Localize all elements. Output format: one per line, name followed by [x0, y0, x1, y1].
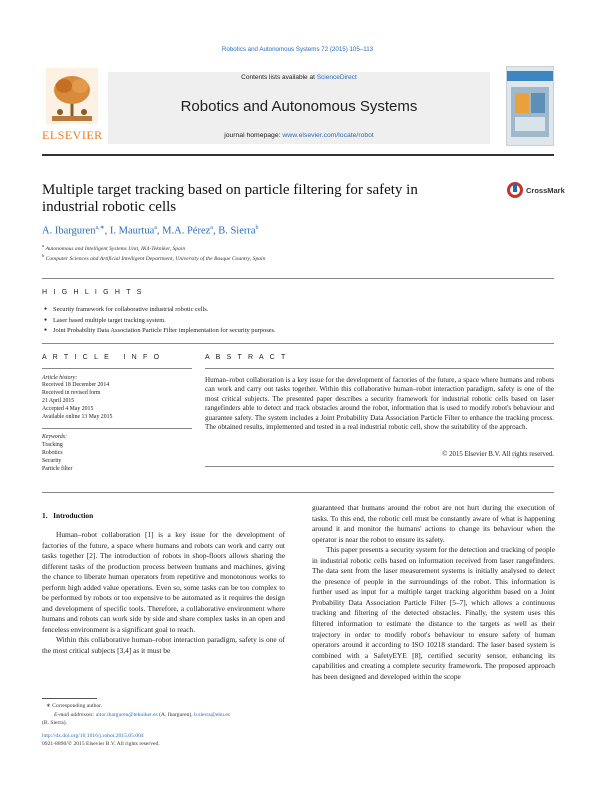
affiliation [42, 253, 265, 262]
journal-homepage-link[interactable]: www.elsevier.com/locate/robot [282, 132, 374, 139]
sciencedirect-link[interactable]: ScienceDirect [316, 74, 357, 81]
elsevier-tree-icon [42, 66, 102, 128]
email-link[interactable]: aitor.ibarguren@tekniker.es [95, 712, 158, 718]
history-line: Received in revised form [42, 390, 101, 396]
section-heading: 1. Introduction [42, 511, 94, 520]
author-name[interactable]: I. Maurtua [109, 225, 155, 237]
keyword: Robotics [42, 450, 63, 456]
divider [42, 343, 554, 344]
highlight-item: ● Laser based multiple target tracking system. [44, 316, 544, 327]
masthead-divider [42, 154, 554, 156]
article-title: Multiple target tracking based on particle filtering for safety in industrial robotic cells [42, 182, 418, 215]
article-history-label: Article history: [42, 375, 78, 381]
contents-prefix: Contents lists available at [241, 74, 315, 81]
divider [205, 368, 554, 369]
author-marks: b [255, 225, 259, 231]
highlights-list [44, 305, 544, 337]
affiliation-text: Autonomous and Intelligent Systems Unit, IK4-Tekniker, Spain [45, 245, 186, 252]
journal-homepage-line [108, 132, 490, 139]
journal-title: Robotics and Autonomous Systems [180, 98, 418, 115]
email-label: E-mail addresses: [54, 712, 95, 718]
email-link[interactable]: b.sierra@ehu.es [194, 712, 230, 718]
issn-line: 0921-8890/© 2015 Elsevier B.V. All rights reserved. [42, 741, 160, 747]
author-marks: a,∗ [95, 225, 105, 231]
masthead-banner [108, 72, 490, 144]
affiliation [42, 243, 185, 252]
copyright-notice: © 2015 Elsevier B.V. All rights reserved. [442, 451, 554, 458]
corresponding-author-note: ∗ Corresponding author. [46, 703, 103, 709]
body-column-left [42, 530, 285, 657]
affiliation-mark: a [42, 243, 45, 248]
crossmark-label: CrossMark [526, 186, 565, 195]
homepage-prefix: journal homepage: [224, 132, 281, 139]
article-info-heading: A R T I C L E I N F O [42, 354, 162, 361]
email-owner-line: (B. Sierra). [42, 720, 68, 726]
divider [42, 492, 554, 493]
author-name[interactable]: A. Ibarguren [42, 225, 96, 237]
divider [42, 278, 554, 279]
author-marks: a [154, 225, 157, 231]
history-line: Accepted 4 May 2015 [42, 406, 94, 412]
cover-title-band [507, 71, 553, 81]
crossmark-badge[interactable] [506, 181, 565, 199]
keyword: Particle filter [42, 466, 73, 472]
keyword: Security [42, 458, 62, 464]
author-name[interactable]: M.A. Pérez [162, 225, 211, 237]
body-column-right [312, 503, 555, 682]
email-addresses-line [54, 712, 230, 718]
history-line: Available online 13 May 2015 [42, 414, 113, 420]
affiliation-text: Computer Sciences and Artificial Intelligent Department, University of the Basque Country, Spain [45, 255, 266, 262]
author-name[interactable]: B. Sierra [218, 225, 256, 237]
affiliation-mark: b [42, 253, 45, 258]
divider [205, 466, 554, 467]
doi-link[interactable]: http://dx.doi.org/10.1016/j.robot.2015.05.004 [42, 733, 144, 739]
author-list: A. Ibarguren$^{a,∗}$, I. Maurtua$^a$, M.A. Pérez$^a$, B. Sierra$^b$ [42, 225, 259, 237]
email-owner: (A. Ibarguren), [159, 712, 193, 718]
elsevier-wordmark: ELSEVIER [42, 128, 103, 142]
keywords-label: Keywords: [42, 434, 67, 440]
contents-available-line [108, 74, 490, 81]
author-marks: a [210, 225, 213, 231]
divider [42, 428, 192, 429]
divider [42, 368, 192, 369]
journal-reference-header[interactable]: Robotics and Autonomous Systems 72 (2015) 105–113 [221, 46, 374, 53]
elsevier-logo[interactable] [42, 66, 102, 146]
body-paragraph: Human–robot collaboration [1] is a key issue for the development of factories of the future, a space where humans and robots can work and carry out tasks together [2]. The introduction of robots in shop-floors allows sharing the different tasks of the production process between humans and machines, giving the chance to liberate human operators from repetitive and monotonous works to perform high added value operations. Even so, some tasks can be too complex to be performed by robots or too expensive to be automated as it requires the design and development of specific tools. Therefore, a collaborative environment where humans and robots can work side by side and share complex tasks in an open and fenceless environment is a significant goal to reach. [42, 530, 285, 634]
highlights-heading: H I G H L I G H T S [42, 289, 144, 296]
crossmark-icon [506, 181, 524, 199]
history-line: 21 April 2015 [42, 398, 75, 404]
body-paragraph: Within this collaborative human–robot interaction paradigm, safety is one of the most critical subjects [3,4] as it must be [42, 635, 285, 656]
body-paragraph: guaranteed that humans around the robot are not hurt during the execution of tasks. To this end, the robotic cell must be constantly aware of what is happening around it and monitor the humans' actions to change its behaviour when the operator is near the robot to ensure its safety. [312, 503, 555, 544]
body-paragraph: This paper presents a security system for the detection and tracking of people in industrial robotic cells based on information received from laser rangefinders. The data sent from the laser measurement systems is initially analysed to detect the presence of people in the surroundings of the robot. This information is further used as input for a multiple target tracking algorithm based on a Joint Probability Data Association Particle Filter [5–7], which allows a continuous tracking and filtering of the detected obstacles. Finally, the system uses this filtered information to estimate the distance to the targets as well as their trajectory in order to modify robot's behaviour to ensure safety of human operators around it according to ISO 10218 standard. The laser based system is combined with a SafetyEYE [8], certified security sensor, enhancing its capabilities and creating a complete security framework. The proposed approach has been designed and developed within the scope [312, 545, 555, 681]
history-line: Received 18 December 2014 [42, 382, 110, 388]
footnote-divider [42, 698, 97, 699]
highlight-item: ● Security framework for collaborative industrial robotic cells. [44, 305, 544, 316]
journal-cover-thumbnail[interactable] [506, 66, 554, 146]
keyword: Tracking [42, 442, 63, 448]
abstract-text: Human–robot collaboration is a key issue for the development of factories of the future, a space where humans and robots can work and carry out tasks together. Within this collaborative human–robot interaction paradigm, safety is one of the most critical subjects. The presented paper describes a security framework for industrial robotic cells based on laser rangefinders able to detect and track obstacles around the robot, information that is used to modify robot's behaviour and guarantee safety. The system includes a Joint Probability Data Association Particle Filter to enhance the tracking process. The obtained results, implemented and tested in a real industrial robotic cell, show the suitability of the approach. [205, 376, 554, 432]
journal-masthead [42, 66, 554, 150]
highlight-item: ● Joint Probability Data Association Particle Filter implementation for security purposes. [44, 326, 544, 337]
abstract-heading: A B S T R A C T [205, 354, 288, 361]
cover-image-icon [511, 87, 549, 137]
